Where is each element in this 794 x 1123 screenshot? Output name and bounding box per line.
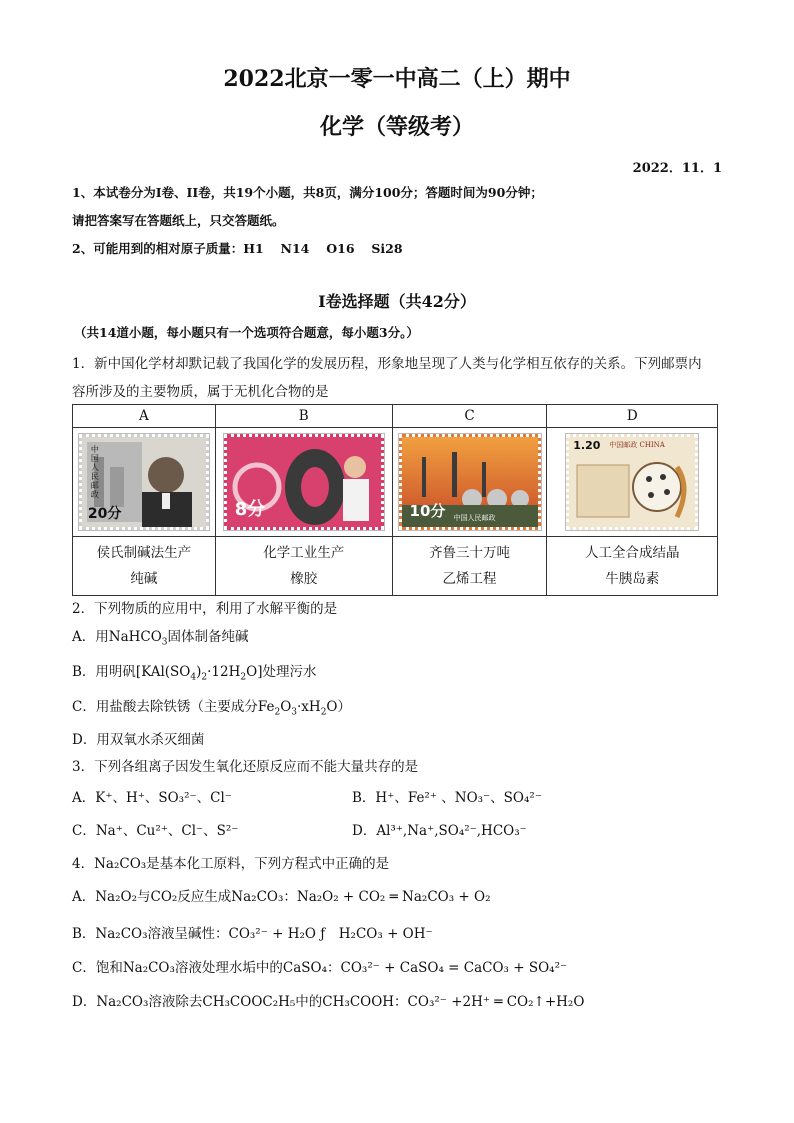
note-1: 1、本试卷分为I卷、II卷，共19个小题，共8页，满分100分；答题时间为90分钟；	[72, 185, 543, 200]
col-d-caption: 人工全合成结晶 牛胰岛素	[547, 537, 718, 596]
exam-title: 2022北京一零一中高二（上）期中	[223, 66, 571, 92]
q3-option-b: B．H⁺、Fe²⁺ 、NO₃⁻、SO₄²⁻	[352, 790, 542, 806]
q2-option-c: C．用盐酸去除铁锈（主要成分$Fe_2O_3\cdot xH_2O$）	[72, 699, 351, 718]
q1-stamp-table	[72, 404, 718, 596]
q2-stem: 2．下列物质的应用中，利用了水解平衡的是	[72, 601, 338, 617]
q3-option-a: A．K⁺、H⁺、SO₃²⁻、Cl⁻	[72, 790, 232, 806]
section-instructions: （共14道小题，每小题只有一个选项符合题意，每小题3分。）	[74, 325, 419, 340]
q3-option-d: D．Al³⁺,Na⁺,SO₄²⁻,HCO₃⁻	[352, 823, 527, 839]
exam-subtitle: 化学（等级考）	[319, 114, 474, 140]
q1-stem-line1: 1．新中国化学材却默记载了我国化学的发展历程，形象地呈现了人类与化学相互依存的关系。下列邮票内	[72, 356, 702, 372]
col-d-letter: D	[547, 405, 718, 428]
q3-stem: 3．下列各组离子因发生氧化还原反应而不能大量共存的是	[72, 759, 419, 775]
q3-option-c: C．Na⁺、Cu²⁺、Cl⁻、S²⁻	[72, 823, 239, 839]
stamp-b-denomination: 8分	[234, 499, 266, 520]
q2-option-a: A．用NaHCO$_3$固体制备纯碱	[72, 629, 249, 648]
stamp-c-denomination: 10分	[409, 502, 446, 520]
col-b-caption: 化学工业生产 橡胶	[215, 537, 392, 596]
stamp-c-image	[399, 434, 541, 530]
col-a-letter: A	[73, 405, 216, 428]
section-title: I卷选择题（共42分）	[318, 292, 476, 311]
stamp-a-denomination: 20分	[87, 506, 122, 522]
q2-option-b: B．用明矾$[KAl(SO_4)_2\cdot 12H_2O]$处理污水	[72, 664, 317, 683]
stamp-a-image	[79, 434, 209, 530]
note-1-cont: 请把答案写在答题纸上，只交答题纸。	[72, 213, 285, 228]
q1-stem-line2: 容所涉及的主要物质，属于无机化合物的是	[72, 384, 329, 400]
exam-date: 2022．11．1	[632, 161, 722, 176]
stamp-c-country: 中国人民邮政	[453, 514, 496, 522]
q4-option-d: D．Na₂CO₃溶液除去CH₃COOC₂H₅中的CH₃COOH：CO₃²⁻ +2H⁺ ═ CO₂↑+H₂O	[72, 994, 585, 1010]
stamp-d-denomination: 1.20	[573, 439, 601, 452]
q2-option-d: D．用双氧水杀灭细菌	[72, 732, 205, 748]
col-b-letter: B	[215, 405, 392, 428]
q4-option-b: B．Na₂CO₃溶液呈碱性：CO₃²⁻ + H₂O ƒ H₂CO₃ + OH⁻	[72, 926, 433, 942]
stamp-d-country: 中国邮政 CHINA	[609, 441, 665, 449]
col-c-caption: 齐鲁三十万吨 乙烯工程	[392, 537, 547, 596]
stamp-b-image	[224, 434, 384, 530]
col-c-letter: C	[392, 405, 547, 428]
q4-option-a: A．Na₂O₂与CO₂反应生成Na₂CO₃：Na₂O₂ + CO₂ ═ Na₂CO₃ + O₂	[72, 889, 491, 905]
stamp-a-country: 中国人民邮政	[90, 445, 99, 499]
col-a-caption: 侯氏制碱法生产 纯碱	[73, 537, 216, 596]
q4-option-c: C．饱和Na₂CO₃溶液处理水垢中的CaSO₄：CO₃²⁻ + CaSO₄ = CaCO₃ + SO₄²⁻	[72, 960, 568, 976]
q4-stem: 4．Na₂CO₃是基本化工原料，下列方程式中正确的是	[72, 856, 390, 872]
note-2: 2、可能用到的相对原子质量：H1 N14 O16 Si28	[72, 241, 403, 256]
stamp-d-image	[566, 434, 698, 530]
